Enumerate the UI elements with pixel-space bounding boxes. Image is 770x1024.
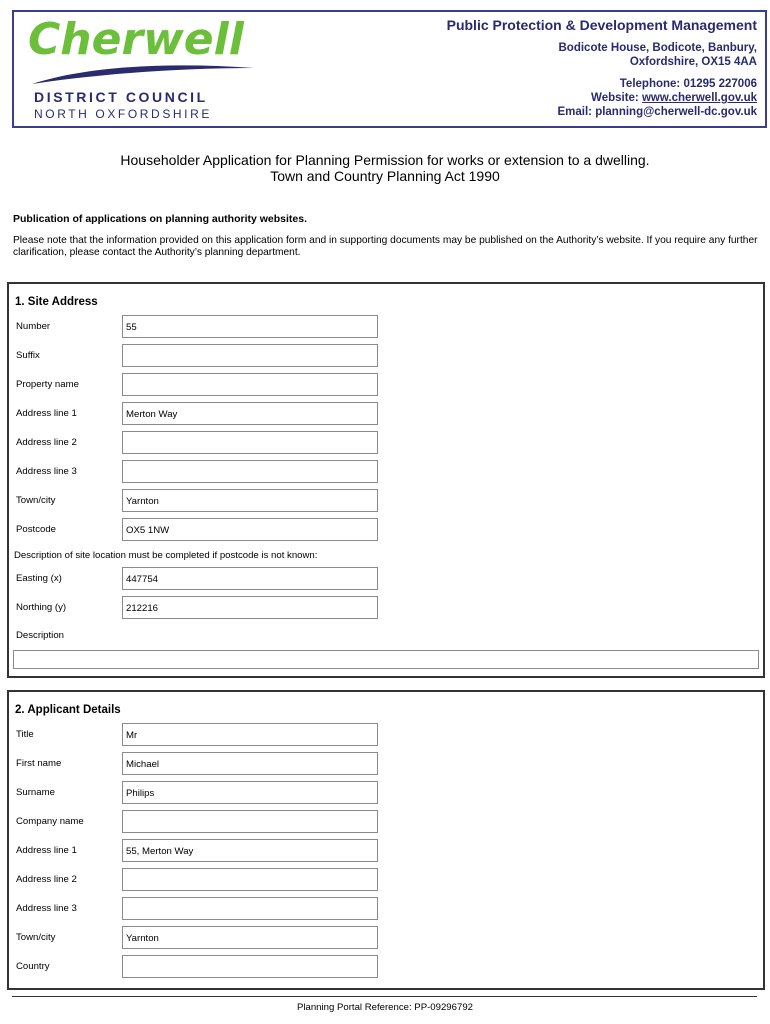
site-town-row: [9, 489, 763, 513]
field-label: Postcode: [16, 524, 57, 535]
description-label: Description: [16, 630, 64, 641]
field-label: Address line 2: [16, 874, 77, 885]
location-note: Description of site location must be completed if postcode is not known:: [14, 550, 318, 561]
applicant-country-field[interactable]: [122, 955, 378, 978]
applicant-first-name-row: [9, 752, 763, 776]
applicant-company-field[interactable]: [122, 810, 378, 833]
northing-row: [9, 596, 763, 620]
applicant-surname-row: [9, 781, 763, 805]
org-address-line1: Bodicote House, Bodicote, Banbury,: [558, 42, 757, 54]
applicant-first-name-field[interactable]: Michael: [122, 752, 378, 775]
website-label: Website:: [591, 92, 642, 104]
org-address-line2: Oxfordshire, OX15 4AA: [629, 56, 757, 68]
site-suffix-field[interactable]: [122, 344, 378, 367]
site-property-name-field[interactable]: [122, 373, 378, 396]
field-label: Northing (y): [16, 602, 67, 613]
field-label: Town/city: [16, 932, 56, 943]
site-suffix-row: [9, 344, 763, 368]
applicant-address-line3-row: [9, 897, 763, 921]
easting-field[interactable]: 447754: [122, 567, 378, 590]
council-logo: Cherwell: [28, 14, 244, 65]
field-label: Surname: [16, 787, 55, 798]
applicant-title-field[interactable]: Mr: [122, 723, 378, 746]
council-name-line2: NORTH OXFORDSHIRE: [34, 107, 212, 121]
field-label: Address line 3: [16, 466, 77, 477]
applicant-address-line1-row: [9, 839, 763, 863]
field-label: Address line 1: [16, 845, 77, 856]
portal-reference: Planning Portal Reference: PP-09296792: [296, 1002, 473, 1013]
site-address-line2-row: [9, 431, 763, 455]
header-banner: [12, 10, 767, 128]
field-label: Address line 3: [16, 903, 77, 914]
field-label: Company name: [16, 816, 84, 827]
site-address-line1-row: [9, 402, 763, 426]
applicant-details-section: [7, 690, 765, 990]
org-telephone: Telephone: 01295 227006: [619, 78, 757, 90]
northing-field[interactable]: 212216: [122, 596, 378, 619]
field-label: Number: [16, 321, 51, 332]
site-address-heading: 1. Site Address: [15, 296, 98, 308]
easting-row: [9, 567, 763, 591]
org-contact-block: [447, 17, 757, 119]
applicant-town-field[interactable]: Yarnton: [122, 926, 378, 949]
site-postcode-row: [9, 518, 763, 542]
site-address-line3-field[interactable]: [122, 460, 378, 483]
applicant-company-row: [9, 810, 763, 834]
field-label: Country: [16, 961, 50, 972]
form-title: [0, 152, 770, 184]
site-town-field[interactable]: Yarnton: [122, 489, 378, 512]
applicant-details-heading: 2. Applicant Details: [15, 704, 121, 716]
field-label: Town/city: [16, 495, 56, 506]
field-label: First name: [16, 758, 62, 769]
site-postcode-field[interactable]: OX5 1NW: [122, 518, 378, 541]
applicant-surname-field[interactable]: Philips: [122, 781, 378, 804]
logo-swoosh-icon: [28, 58, 258, 88]
applicant-address-line3-field[interactable]: [122, 897, 378, 920]
site-address-line2-field[interactable]: [122, 431, 378, 454]
field-label: Address line 2: [16, 437, 77, 448]
field-label: Address line 1: [16, 408, 77, 419]
council-name-line1: DISTRICT COUNCIL: [34, 89, 208, 105]
publication-heading: Publication of applications on planning authority websites.: [13, 213, 308, 225]
form-title-line1: Householder Application for Planning Permission for works or extension to a dwelling.: [120, 152, 650, 168]
applicant-town-row: [9, 926, 763, 950]
site-address-line3-row: [9, 460, 763, 484]
field-label: Easting (x): [16, 573, 62, 584]
site-address-section: [7, 282, 765, 678]
publication-text: Please note that the information provided on this application form and in supporting documents may be published on the Authority’s website. If you require any further clarification, please contact the Authority’s planning department.: [13, 235, 758, 258]
applicant-address-line2-field[interactable]: [122, 868, 378, 891]
email-label: Email:: [557, 106, 596, 118]
form-title-line2: Town and Country Planning Act 1990: [270, 168, 500, 184]
footer-divider: [12, 996, 757, 997]
org-website-row: [447, 91, 757, 105]
field-label: Title: [16, 729, 34, 740]
org-email-row: [447, 105, 757, 119]
description-field[interactable]: [13, 650, 759, 669]
applicant-country-row: [9, 955, 763, 979]
site-number-row: [9, 315, 763, 339]
applicant-address-line1-field[interactable]: 55, Merton Way: [122, 839, 378, 862]
site-number-field[interactable]: 55: [122, 315, 378, 338]
site-address-line1-field[interactable]: Merton Way: [122, 402, 378, 425]
org-name: Public Protection & Development Management: [446, 17, 757, 33]
email-link[interactable]: planning@cherwell-dc.gov.uk: [595, 106, 757, 118]
applicant-address-line2-row: [9, 868, 763, 892]
site-property-name-row: [9, 373, 763, 397]
field-label: Suffix: [16, 350, 40, 361]
website-link[interactable]: www.cherwell.gov.uk: [641, 92, 757, 104]
field-label: Property name: [16, 379, 79, 390]
applicant-title-row: [9, 723, 763, 747]
